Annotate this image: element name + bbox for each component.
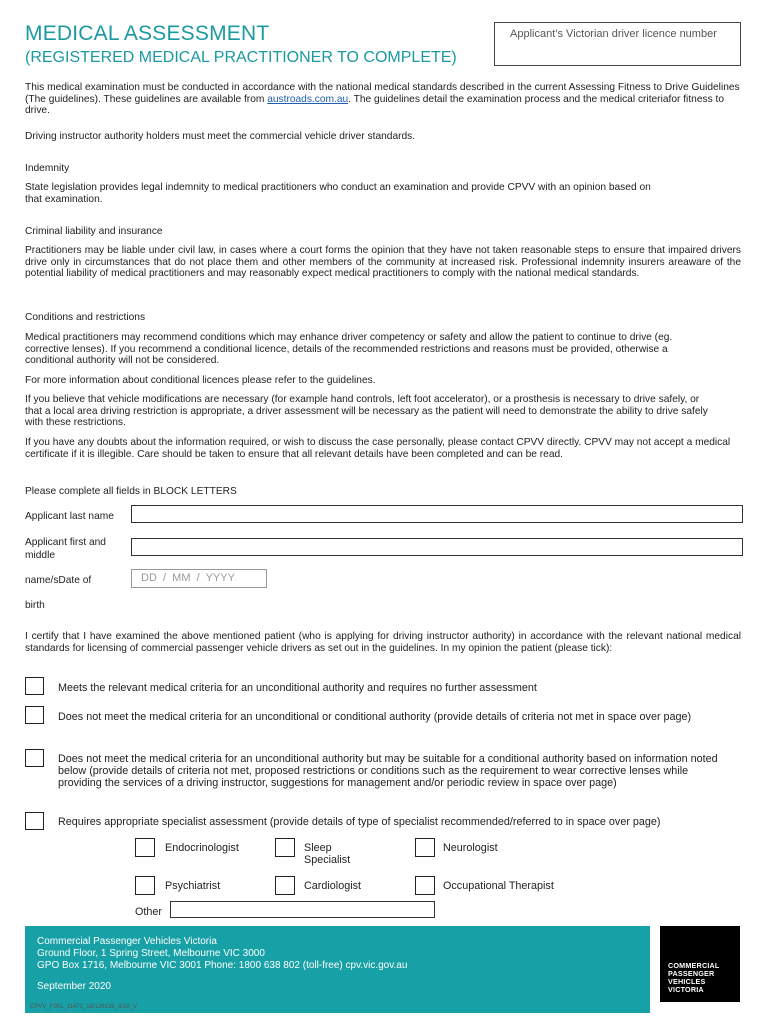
page-title: MEDICAL ASSESSMENT — [25, 22, 270, 45]
last-name-label: Applicant last name — [25, 511, 114, 522]
indemnity-text: State legislation provides legal indemnity to medical practitioners who conduct an examination and provide CPVV with an opinion based on that examination. — [25, 182, 651, 205]
last-name-field[interactable] — [131, 505, 743, 523]
date-of-birth-field[interactable]: DD / MM / YYYY — [131, 569, 267, 588]
psychiatrist-checkbox[interactable] — [135, 876, 155, 895]
sleep-specialist-checkbox[interactable] — [275, 838, 295, 857]
licence-number-field[interactable] — [494, 22, 741, 66]
logo-line-2: PASSENGER — [668, 969, 715, 978]
form-code: CPVV_F001_11470_18/126128_8/19_V — [30, 1004, 137, 1010]
logo-line-1: COMMERCIAL — [668, 961, 720, 970]
option-specialist-label: Requires appropriate specialist assessment (provide details of type of specialist recommended/referred to in space over page) — [58, 816, 661, 828]
endocrinologist-checkbox[interactable] — [135, 838, 155, 857]
psychiatrist-label: Psychiatrist — [165, 880, 221, 892]
licence-number-label: Applicant’s Victorian driver licence number — [510, 28, 717, 40]
page-subtitle: (REGISTERED MEDICAL PRACTITIONER TO COMPLETE) — [25, 49, 457, 66]
first-name-label-line2: middle — [25, 550, 56, 561]
intro-paragraph — [25, 82, 741, 117]
other-label: Other — [135, 906, 163, 918]
option-conditional-checkbox[interactable] — [25, 749, 44, 767]
commercial-standards-note: Driving instructor authority holders must meet the commercial vehicle driver standards. — [25, 131, 416, 142]
neurologist-checkbox[interactable] — [415, 838, 435, 857]
sleep-specialist-label-line1: Sleep — [304, 842, 332, 854]
conditions-text-1: Medical practitioners may recommend conditions which may enhance driver competency or safety and allow the patient to continue to drive (eg. corrective lenses). If you recommend a conditional licence, details of the recommended restrictions and reasons must be provided, otherwise a conditional authority will not be considered. — [25, 332, 673, 367]
neurologist-label: Neurologist — [443, 842, 498, 854]
intro-text-start: This medical examination must be conducted in accordance with the national medical standards described in the current Assessing Fitness to Drive Guidelines (The guidelines). These guidelines are available from — [25, 82, 740, 105]
cardiologist-label: Cardiologist — [304, 880, 362, 892]
conditions-heading: Conditions and restrictions — [25, 312, 146, 323]
dob-label-line2: birth — [25, 600, 45, 611]
first-name-label-line1: Applicant first and — [25, 537, 106, 548]
other-specialist-field[interactable] — [170, 901, 435, 918]
endocrinologist-label: Endocrinologist — [165, 842, 239, 854]
option-specialist-checkbox[interactable] — [25, 812, 44, 830]
sleep-specialist-label-line2: Specialist — [304, 854, 351, 866]
footer-address: Ground Floor, 1 Spring Street, Melbourne VIC 3000 — [37, 948, 265, 959]
option-unconditional-checkbox[interactable] — [25, 677, 44, 695]
occupational-therapist-checkbox[interactable] — [415, 876, 435, 895]
block-letters-instruction: Please complete all fields in BLOCK LETTERS — [25, 486, 237, 497]
footer-date: September 2020 — [37, 981, 111, 992]
option-unconditional-label: Meets the relevant medical criteria for an unconditional authority and requires no further assessment — [58, 682, 537, 694]
certify-text: I certify that I have examined the above mentioned patient (who is applying for driving instructor authority) in accordance with the relevant national medical standards for licensing of commercial passenger vehicle drivers as set out in the guidelines. In my opinion the patient (please tick): — [25, 631, 741, 654]
option-not-met-label: Does not meet the medical criteria for an unconditional or conditional authority (provide details of criteria not met in space over page) — [58, 711, 692, 723]
dob-label-line1: name/sDate of — [25, 575, 92, 586]
footer-org: Commercial Passenger Vehicles Victoria — [37, 936, 217, 947]
footer-contact: GPO Box 1716, Melbourne VIC 3001 Phone: 1800 638 802 (toll-free) cpv.vic.gov.au — [37, 960, 408, 971]
conditions-text-3: If you believe that vehicle modifications are necessary (for example hand controls, left foot accelerator), or a prosthesis is necessary to drive safely, or that a local area driving restriction is appropriate, a driver assessment will be necessary as the patient will need to demonstrate the ability to drive safely with these restrictions. — [25, 394, 708, 429]
intro-text-end: . The guidelines detail the examination process and the medical criteriafor fitness to drive. — [25, 93, 724, 117]
option-not-met-checkbox[interactable] — [25, 706, 44, 724]
liability-text: Practitioners may be liable under civil law, in cases where a court forms the opinion that they have not taken reasonable steps to ensure that impaired drivers drive only in circumstances that do not place them and other members of the community at increased risk. Professional indemnity insurers areaware of the potential liability of medical practitioners and may reasonably expect medical practitioners to comply with the national medical standards. — [25, 245, 741, 280]
indemnity-heading: Indemnity — [25, 163, 70, 174]
conditions-text-2: For more information about conditional licences please refer to the guidelines. — [25, 375, 376, 386]
occupational-therapist-label: Occupational Therapist — [443, 880, 554, 892]
cardiologist-checkbox[interactable] — [275, 876, 295, 895]
footer-banner — [25, 926, 650, 1013]
logo-line-4: VICTORIA — [668, 985, 704, 994]
option-conditional-label: Does not meet the medical criteria for an unconditional authority but may be suitable for a conditional authority based on information noted below (provide details of criteria not met, proposed restrictions or conditions such as the requirement to wear corrective lenses while providing the services of a driving instructor, suggestions for management and/or periodic review in space over page) — [58, 753, 718, 789]
austroads-link[interactable]: austroads.com.au — [267, 93, 349, 105]
cpvv-logo — [660, 926, 740, 1002]
first-name-field[interactable] — [131, 538, 743, 556]
logo-line-3: VEHICLES — [668, 977, 706, 986]
conditions-text-4: If you have any doubts about the information required, or wish to discuss the case personally, please contact CPVV directly. CPVV may not accept a medical certificate if it is illegible. Care should be taken to ensure that all relevant details have been completed and can be read. — [25, 437, 731, 460]
liability-heading: Criminal liability and insurance — [25, 226, 163, 237]
